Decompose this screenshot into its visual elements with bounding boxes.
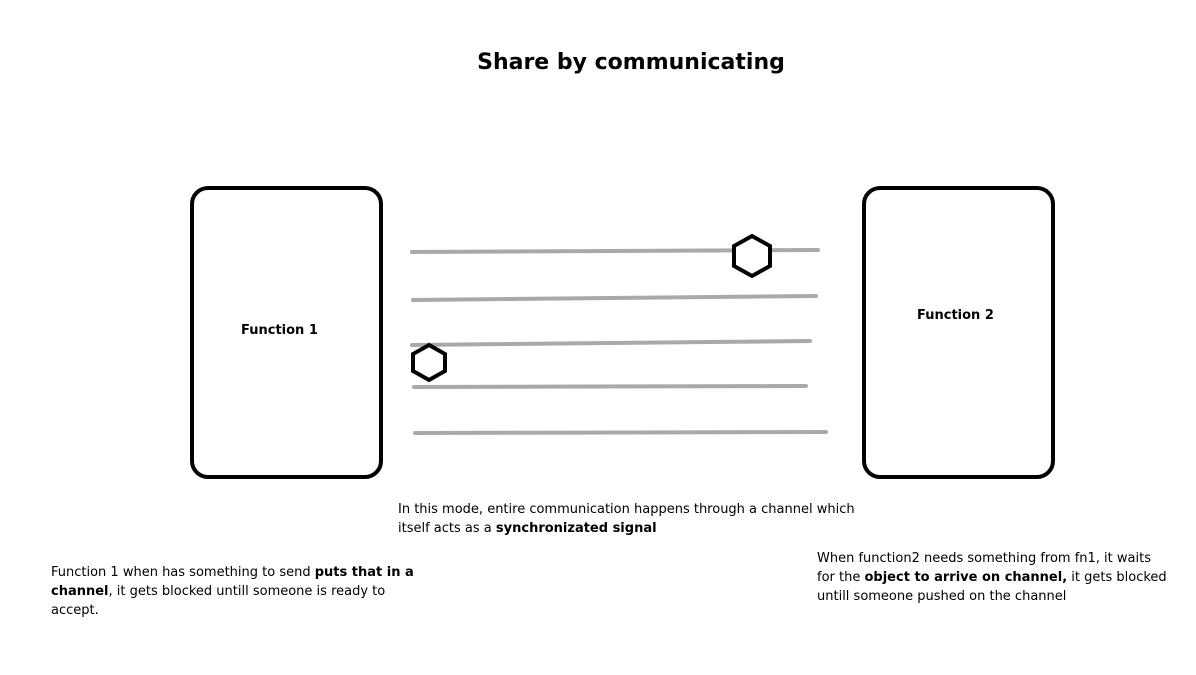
channel-lane-3: [412, 341, 810, 345]
channel-lane-2: [413, 296, 816, 300]
function-1-label: Function 1: [241, 323, 318, 338]
channel-lane-4: [414, 386, 806, 387]
channel-description: In this mode, entire communication happens through a channel which itself acts as a synchronizated signal: [398, 502, 855, 536]
function-2-label: Function 2: [917, 308, 994, 323]
message-object-hexagon: [734, 236, 770, 276]
function-2-description: When function2 needs something from fn1, it waits for the object to arrive on channel, it gets blocked untill someone pushed on the channel: [817, 551, 1167, 604]
message-object-hexagon: [413, 345, 445, 380]
function-1-description: Function 1 when has something to send puts that in a channel, it gets blocked untill someone is ready to accept.: [51, 565, 414, 618]
channel-lane-5: [415, 432, 826, 433]
page-title: Share by communicating: [477, 50, 785, 75]
